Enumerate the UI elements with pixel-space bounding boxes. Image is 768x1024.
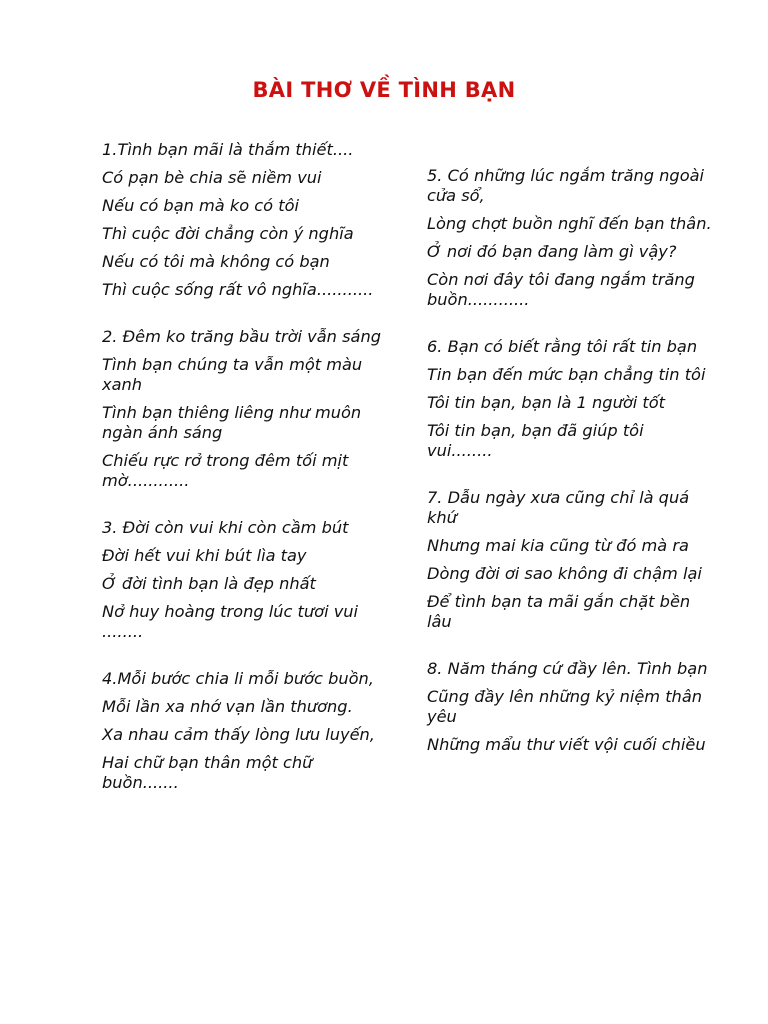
poem-line: Để tình bạn ta mãi gắn chặt bền lâu [427,592,691,631]
poem-line: 1.Tình bạn mãi là thắm thiết.... [102,140,354,159]
stanza-5 [427,166,712,310]
poem-line: Tình bạn thiêng liêng như muôn ngàn ánh sáng [102,403,362,442]
poem-line: 5. Có những lúc ngắm trăng ngoài cửa sổ, [427,166,705,205]
left-column [102,140,387,820]
stanza-7 [427,488,712,632]
poem-line: Chiếu rực rở trong đêm tối mịt mờ............ [102,451,349,490]
stanza-8 [427,659,712,755]
poem-line: Dòng đời ơi sao không đi chậm lại [427,564,702,583]
poem-line: 3. Đời còn vui khi còn cầm bút [102,518,349,537]
poem-line: Nếu có tôi mà không có bạn [102,252,330,271]
stanza-2 [102,327,387,491]
poem-line: Ở đời tình bạn là đẹp nhất [102,574,316,593]
poem-line: Tôi tin bạn, bạn đã giúp tôi vui........ [427,421,644,460]
poem-line: Thì cuộc đời chẳng còn ý nghĩa [102,224,354,243]
poem-line: 6. Bạn có biết rằng tôi rất tin bạn [427,337,698,356]
stanza-6 [427,337,712,461]
poem-line: Thì cuộc sống rất vô nghĩa........... [102,280,374,299]
stanza-4 [102,669,387,793]
poem-line: Cũng đầy lên những kỷ niệm thân yêu [427,687,702,726]
poem-line: 2. Đêm ko trăng bầu trời vẫn sáng [102,327,381,346]
poem-line: Tình bạn chúng ta vẫn một màu xanh [102,355,363,394]
right-column [427,166,712,782]
poem-line: 4.Mỗi bước chia li mỗi bước buồn, [102,669,374,688]
poem-line: Xa nhau cảm thấy lòng lưu luyến, [102,725,375,744]
poem-line: 7. Dẫu ngày xưa cũng chỉ là quá khứ [427,488,690,527]
poem-line: Mỗi lần xa nhớ vạn lần thương. [102,697,353,716]
poem-line: Tôi tin bạn, bạn là 1 người tốt [427,393,665,412]
poem-line: 8. Năm tháng cứ đầy lên. Tình bạn [427,659,708,678]
stanza-3 [102,518,387,642]
poem-line: Những mẩu thư viết vội cuối chiều [427,735,706,754]
poem-line: Còn nơi đây tôi đang ngắm trăng buồn............ [427,270,695,309]
poem-line: Đời hết vui khi bút lìa tay [102,546,307,565]
poem-line: Nhưng mai kia cũng từ đó mà ra [427,536,689,555]
poem-line: Hai chữ bạn thân một chữ buồn....... [102,753,313,792]
poem-line: Tin bạn đến mức bạn chẳng tin tôi [427,365,706,384]
poem-line: Nở huy hoàng trong lúc tươi vui ........ [102,602,359,641]
stanza-1 [102,140,387,300]
poem-line: Ở nơi đó bạn đang làm gì vậy? [427,242,677,261]
poem-line: Có pạn bè chia sẽ niềm vui [102,168,322,187]
poem-line: Nếu có bạn mà ko có tôi [102,196,299,215]
poem-line: Lòng chợt buồn nghĩ đến bạn thân. [427,214,712,233]
page-title: BÀI THƠ VỀ TÌNH BẠN [252,78,516,102]
